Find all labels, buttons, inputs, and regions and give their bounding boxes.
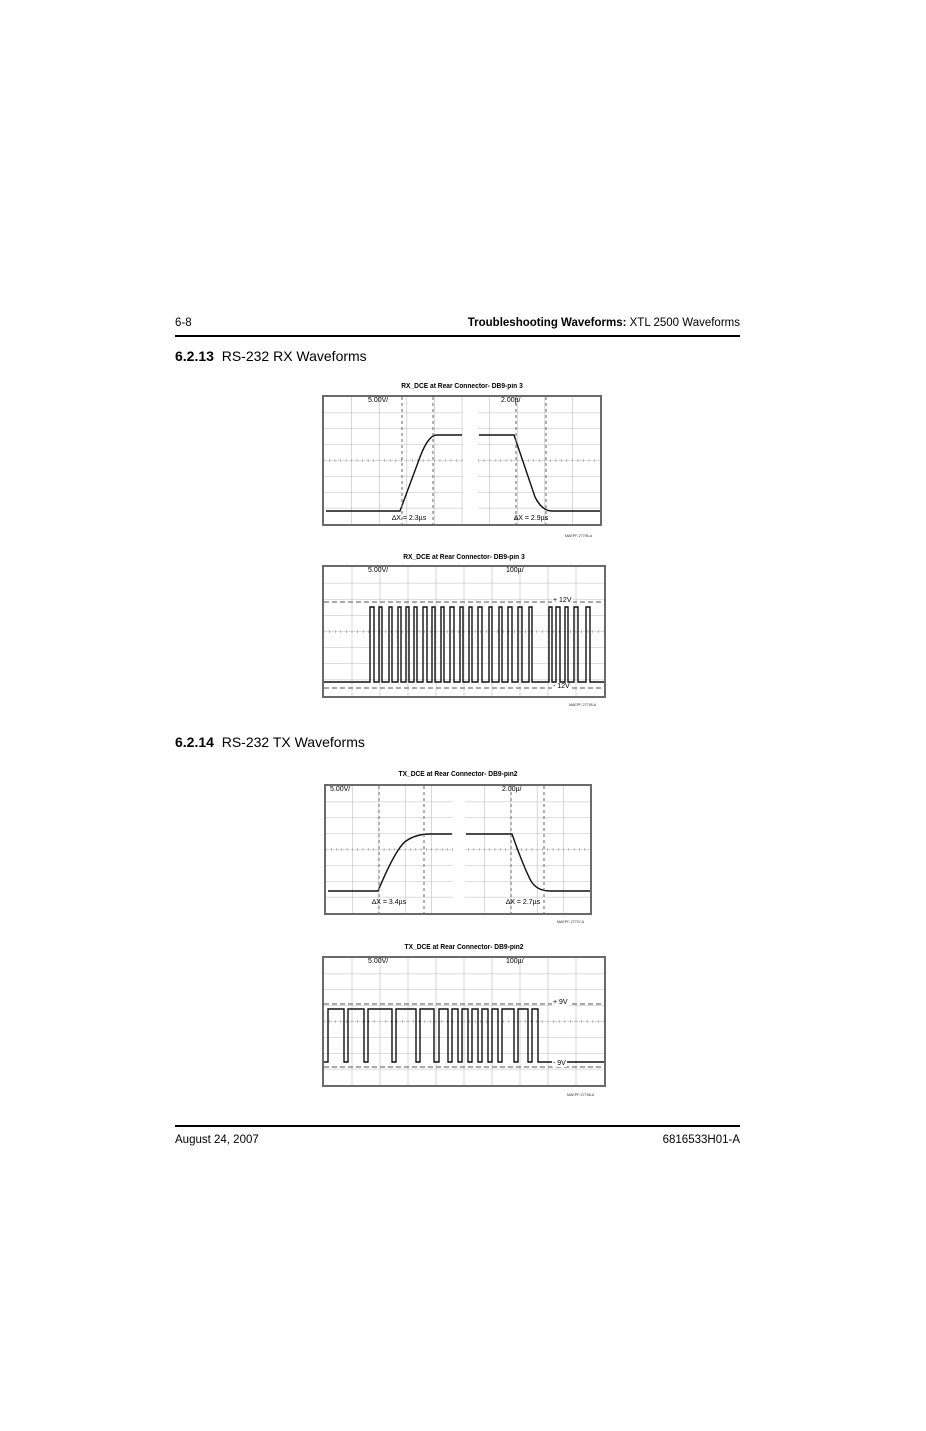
figure-tag: MAEPF-27796-A (565, 534, 593, 538)
footer-date: August 24, 2007 (175, 1134, 259, 1146)
oscilloscope-rx-edges (322, 395, 602, 526)
upper-voltage-level: + 9V (553, 999, 568, 1006)
section-heading-tx (175, 734, 365, 750)
figure-title: RX_DCE at Rear Connector- DB9-pin 3 (401, 383, 523, 390)
section-number: 6.2.13 (175, 348, 214, 364)
volts-per-division: 5.00V/ (330, 786, 351, 793)
waveform-plot (326, 786, 590, 913)
section-heading-rx (175, 348, 367, 364)
oscilloscope-tx-edges (324, 784, 592, 915)
fall-time-delta: ∆X = 2.9µs (514, 515, 549, 522)
figure-title: TX_DCE at Rear Connector- DB9-pin2 (398, 771, 518, 778)
lower-voltage-level: - 9V (553, 1060, 566, 1067)
rise-time-delta: ∆X = 2.3µs (392, 515, 427, 522)
footer-rule (175, 1125, 740, 1127)
time-per-division: 100µ/ (506, 958, 524, 965)
footer-doc-number: 6816533H01-A (662, 1134, 740, 1146)
section-number: 6.2.14 (175, 734, 214, 750)
oscilloscope-tx-data (322, 956, 606, 1087)
page-number: 6-8 (175, 317, 192, 329)
figure-tag: MAEPF-27795-A (569, 703, 597, 707)
running-header (468, 317, 740, 329)
rise-time-delta: ∆X = 3.4µs (372, 899, 407, 906)
volts-per-division: 5.00V/ (368, 567, 389, 574)
oscilloscope-rx-data (322, 565, 606, 698)
figure-tag: MAEPF-27797-A (557, 920, 585, 924)
upper-voltage-level: + 12V (553, 597, 572, 604)
time-per-division: 2.00µ/ (501, 397, 521, 404)
section-title: RS-232 RX Waveforms (221, 348, 367, 364)
section-title: RS-232 TX Waveforms (221, 734, 365, 750)
figure-tag: MAEPF-27798-A (567, 1093, 595, 1097)
figure-title: TX_DCE at Rear Connector- DB9-pin2 (404, 944, 524, 951)
volts-per-division: 5.00V/ (368, 958, 389, 965)
header-rule (175, 335, 740, 337)
waveform-plot (324, 567, 604, 696)
volts-per-division: 5.00V/ (368, 397, 389, 404)
running-header-section: Troubleshooting Waveforms: (467, 317, 627, 329)
lower-voltage-level: - 12V (553, 683, 570, 690)
fall-time-delta: ∆X = 2.7µs (506, 899, 541, 906)
figure-title: RX_DCE at Rear Connector- DB9-pin 3 (403, 554, 525, 561)
time-per-division: 2.00µ/ (502, 786, 522, 793)
running-header-title: XTL 2500 Waveforms (626, 317, 740, 329)
time-per-division: 100µ/ (506, 567, 524, 574)
waveform-plot (324, 397, 600, 524)
